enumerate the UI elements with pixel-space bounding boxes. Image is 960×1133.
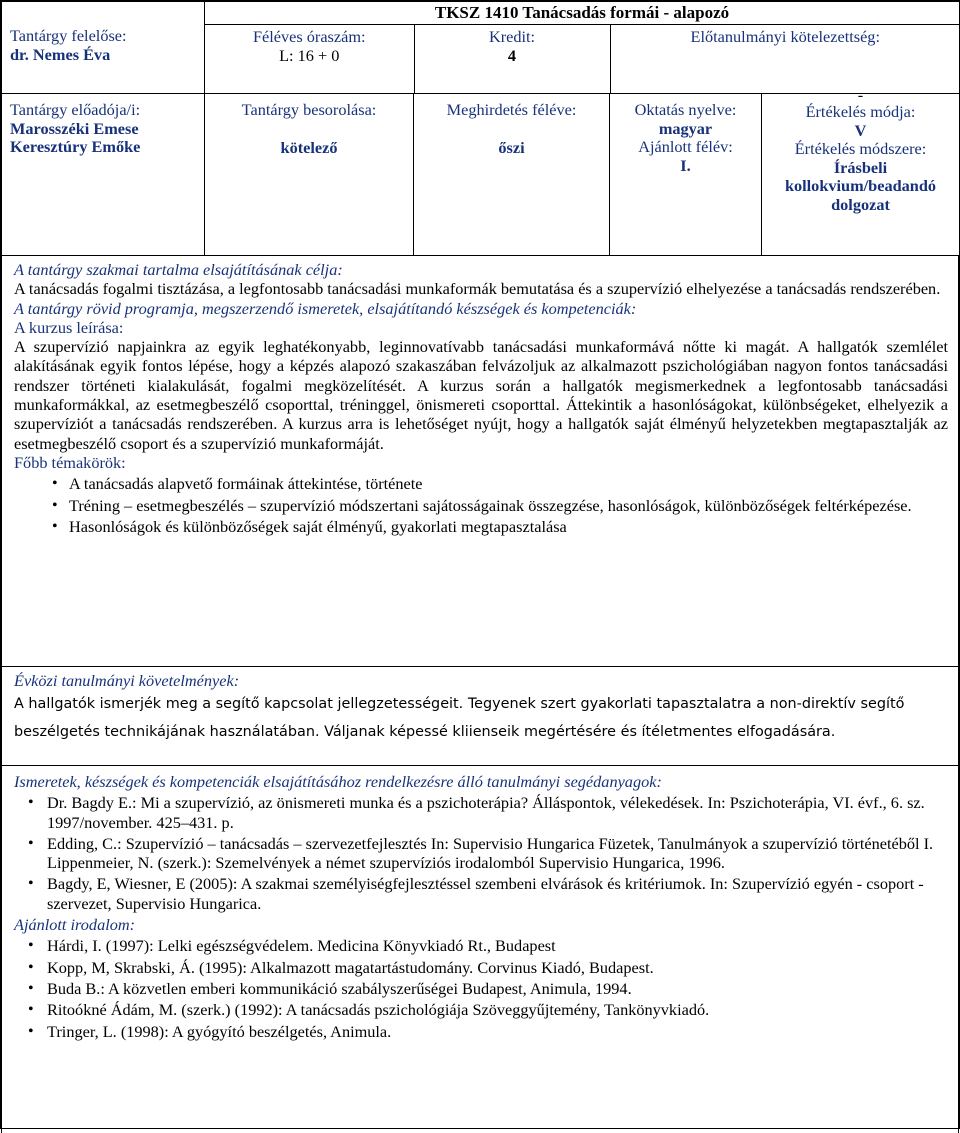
literature-heading: Ajánlott irodalom:	[14, 915, 136, 935]
course-header-table	[1, 1, 960, 256]
goal-text: A tanácsadás fogalmi tisztázása, a legfontosabb tanácsadási munkaformák bemutatása és a szupervízió elhelyezése a tanácsadás rendszerében.	[14, 279, 941, 299]
eval-mode-label: Értékelés módja:	[805, 102, 916, 121]
course-description-text: A szupervízió napjainkra az egyik leghatékonyabb, leginnovatívabb tanácsadási munkaformává nőtte ki magát. A hallgatók szemlélet alakításának egyik fontos lépése, hogy a képzés alapozó szakaszában felvázoljuk az alkalmazott pszichológiában nagyon fontos tanácsadási rendszer történeti kialakulását, fogalmi megközelítését. A kurzus során a hallgatók megismerkednek a legfontosabb tanácsadási munkaformákkal, az esetmegbeszélő csoporttal, tréninggel, önismereti csoporttal. Áttekintik a hasonlóságokat, különbségeket, elhelyezik a szupervíziót a tanácsadás rendszerében. A kurzus arra is lehetőséget nyújt, hogy a hallgatók saját élményű helyzetekben megtapasztalják az esetmegbeszélő csoport és a szupervízió munkaformáját.	[14, 337, 948, 453]
goal-program-section	[1, 256, 959, 667]
requirements-section	[1, 667, 959, 766]
recommended-label: Ajánlott félév:	[638, 137, 733, 156]
classification-value: kötelező	[280, 137, 338, 157]
credit-label: Kredit:	[488, 27, 536, 46]
lecturer-2: Keresztúry Emőke	[10, 137, 141, 156]
list-item: • Dr. Bagdy E.: Mi a szupervízió, az önismereti munka és a pszichoterápia? Álláspontok, vélekedések. In: Pszichoterápia, VI. évf., 6. sz. 1997/november. 425–431. p.	[14, 793, 948, 832]
evaluation-cell	[762, 85, 960, 256]
eval-method-line2: kollokvium/beadandó	[784, 176, 937, 195]
classification-cell	[205, 94, 414, 256]
course-title: TKSZ 1410 Tanácsadás formái - alapozó	[205, 2, 959, 25]
materials-heading: Ismeretek, készségek és kompetenciák elsajátításához rendelkezésre álló tanulmányi segédanyagok:	[14, 772, 662, 791]
eval-mode-value: V	[854, 120, 867, 140]
list-item: • Bagdy, E, Wiesner, E (2005): A szakmai személyiségfejlesztéssel szembeni elvárások és kritériumok. In: Szupervízió egyén - csoport - szervezet, Supervisio Hungarica.	[14, 874, 948, 913]
lecturers-label: Tantárgy előadója/i:	[10, 100, 141, 119]
list-item: • Kopp, M, Skrabski, Á. (1995): Alkalmazott magatartástudomány. Corvinus Kiadó, Budapest.	[14, 958, 948, 977]
recommended-value: I.	[680, 155, 691, 175]
list-item: • Tringer, L. (1998): A gyógyító beszélgetés, Animula.	[14, 1022, 948, 1041]
language-cell	[610, 94, 762, 256]
semester-label: Meghirdetés féléve:	[446, 100, 577, 119]
hours-cell	[205, 25, 414, 93]
requirements-heading: Évközi tanulmányi követelmények:	[14, 671, 240, 690]
list-item: • Edding, C.: Szupervízió – tanácsadás – szervezetfejlesztés In: Supervisio Hungarica Füzetek, Tanulmányok a szupervízió történetéből I. Lippenmeier, N. (szerk.): Szemelvények a német szupervíziós irodalomból Supervisio Hungarica, 1996.	[14, 834, 948, 873]
topics-heading: Főbb témakörök:	[14, 452, 126, 472]
responsible-label: Tantárgy felelőse:	[10, 26, 127, 45]
program-heading: A tantárgy rövid programja, megszerzendő ismeretek, elsajátítandó készségek és kompetenciák:	[14, 298, 637, 318]
eval-method-label: Értékelés módszere:	[794, 139, 927, 158]
language-label: Oktatás nyelve:	[634, 100, 737, 119]
credit-value: 4	[507, 45, 517, 65]
literature-list	[14, 936, 948, 1040]
topics-list	[14, 474, 948, 536]
credit-cell	[414, 25, 610, 93]
hours-label: Féléves óraszám:	[252, 27, 366, 46]
materials-list	[14, 793, 948, 913]
list-item: • Ritoókné Ádám, M. (szerk.) (1992): A tanácsadás pszichológiája Szöveggyűjtemény, Tankönyvkiadó.	[14, 1000, 948, 1019]
semester-cell	[414, 94, 610, 256]
prereq-label: Előtanulmányi kötelezettség:	[690, 27, 880, 46]
title-block	[205, 2, 960, 94]
course-description-heading: A kurzus leírása:	[14, 317, 124, 337]
responsible-cell	[2, 2, 205, 94]
prereq-value: -	[857, 85, 864, 104]
lecturers-cell	[2, 94, 205, 256]
requirements-text: A hallgatók ismerjék meg a segítő kapcsolat jellegzetességeit. Tegyenek szert gyakorlati tapasztalatra a non-direktív segítő beszélgetés technikájának használatában. Váljanak képessé kliienseik megértésére és ítéletmentes elfogadására.	[14, 696, 905, 741]
list-item: • Hárdi, I. (1997): Lelki egészségvédelem. Medicina Könyvkiadó Rt., Budapest	[14, 936, 948, 955]
classification-label: Tantárgy besorolása:	[241, 100, 377, 119]
hours-value: L: 16 + 0	[279, 45, 340, 65]
list-item: • Tréning – esetmegbeszélés – szupervízió módszertani sajátosságainak összegzése, hasonlóságok, különbözőségek feltérképezése.	[14, 496, 948, 515]
semester-value: őszi	[498, 137, 525, 157]
goal-heading: A tantárgy szakmai tartalma elsajátításának célja:	[14, 260, 343, 279]
lecturer-1: Marosszéki Emese	[10, 118, 139, 138]
eval-method-line3: dolgozat	[831, 194, 890, 214]
prereq-cell	[610, 25, 960, 93]
list-item: • Hasonlóságok és különbözőségek saját élményű, gyakorlati megtapasztalása	[14, 517, 948, 536]
list-item: • Buda B.: A közvetlen emberi kommunikáció szabályszerűségei Budapest, Animula, 1994.	[14, 979, 948, 998]
responsible-name: dr. Nemes Éva	[10, 44, 111, 64]
language-value: magyar	[658, 118, 713, 138]
materials-section	[1, 766, 959, 1133]
list-item: • A tanácsadás alapvető formáinak áttekintése, története	[14, 474, 948, 493]
eval-method-line1: Írásbeli	[833, 157, 888, 177]
